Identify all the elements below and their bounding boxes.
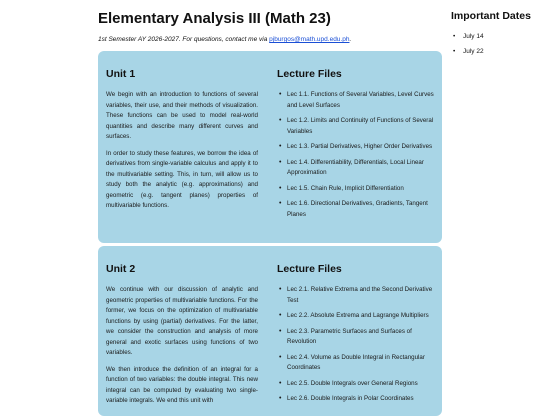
unit-1-card [98, 51, 442, 243]
unit-2-card [98, 246, 442, 416]
unit-2-paragraph-2: We then introduce the definition of an integral for a function of two variables: the double integral. This new integral can be computed by evaluating two single-variable integrals. We end this unit with [106, 365, 258, 404]
unit-2-file-list [277, 285, 435, 405]
unit-2-description [106, 263, 258, 413]
page-title: Elementary Analysis III (Math 23) [98, 10, 331, 27]
lecture-file-link[interactable]: • Lec 1.6. Directional Derivatives, Gradients, Tangent Planes [287, 199, 435, 220]
subtitle-text: 1st Semester AY 2026-2027. For questions, contact me via [98, 36, 270, 43]
lecture-file-link[interactable]: • Lec 2.5. Double Integrals over General Regions [287, 379, 435, 390]
lecture-file-link[interactable]: • Lec 2.2. Absolute Extrema and Lagrange Multipliers [287, 311, 435, 322]
unit-2-files-heading: Lecture Files [277, 263, 342, 275]
lecture-file-link[interactable]: • Lec 2.4. Volume as Double Integral in Rectangular Coordinates [287, 353, 435, 374]
lecture-file-link[interactable]: • Lec 2.3. Parametric Surfaces and Surfaces of Revolution [287, 327, 435, 348]
unit-2-lecture-files [277, 263, 435, 410]
unit-1-paragraph-1: We begin with an introduction to functions of several variables, their use, and their methods of visualization. These functions can be used to model real-world quantities and describe many different curves and surfaces. [106, 91, 258, 140]
lecture-file-link[interactable]: • Lec 1.3. Partial Derivatives, Higher Order Derivatives [287, 142, 435, 153]
unit-2-paragraph-1: We continue with our discussion of analytic and geometric properties of multivariable functions. For the former, we focus on the optimization of multivariable functions by using (partial) derivatives. For the latter, we consider the construction and analysis of more general and exotic surfaces using functions of two variables. [106, 286, 258, 356]
unit-1-heading: Unit 1 [106, 68, 136, 80]
subtitle-suffix: . [349, 36, 352, 43]
lecture-file-link[interactable]: • Lec 1.4. Differentiability, Differentials, Local Linear Approximation [287, 158, 435, 179]
lecture-file-link[interactable]: • Lec 2.6. Double Integrals in Polar Coordinates [287, 394, 435, 405]
unit-2-heading: Unit 2 [106, 263, 136, 275]
unit-1-files-heading: Lecture Files [277, 68, 342, 80]
important-dates-list [451, 33, 540, 56]
contact-email-link[interactable]: pjburgos@math.upd.edu.ph [269, 36, 350, 43]
lecture-file-link[interactable]: • Lec 1.5. Chain Rule, Implicit Differentiation [287, 184, 435, 195]
date-item: • July 22 [463, 48, 540, 56]
date-item: • July 14 [463, 33, 540, 41]
important-dates-sidebar [451, 10, 540, 63]
lecture-file-link[interactable]: • Lec 1.1. Functions of Several Variables, Level Curves and Level Surfaces [287, 90, 435, 111]
unit-1-file-list [277, 90, 435, 220]
important-dates-heading: Important Dates [451, 10, 531, 22]
unit-1-description [106, 68, 258, 218]
course-subtitle [98, 36, 351, 43]
lecture-file-link[interactable]: • Lec 2.1. Relative Extrema and the Second Derivative Test [287, 285, 435, 306]
unit-1-lecture-files [277, 68, 435, 225]
lecture-file-link[interactable]: • Lec 1.2. Limits and Continuity of Functions of Several Variables [287, 116, 435, 137]
unit-1-paragraph-2: In order to study these features, we borrow the idea of derivatives from single-variable calculus and apply it to the multivariable setting. This, in turn, will allow us to study both the analytic (e.g. approximations) and geometric (e.g. tangent planes) properties of multivariable functions. [106, 149, 258, 209]
